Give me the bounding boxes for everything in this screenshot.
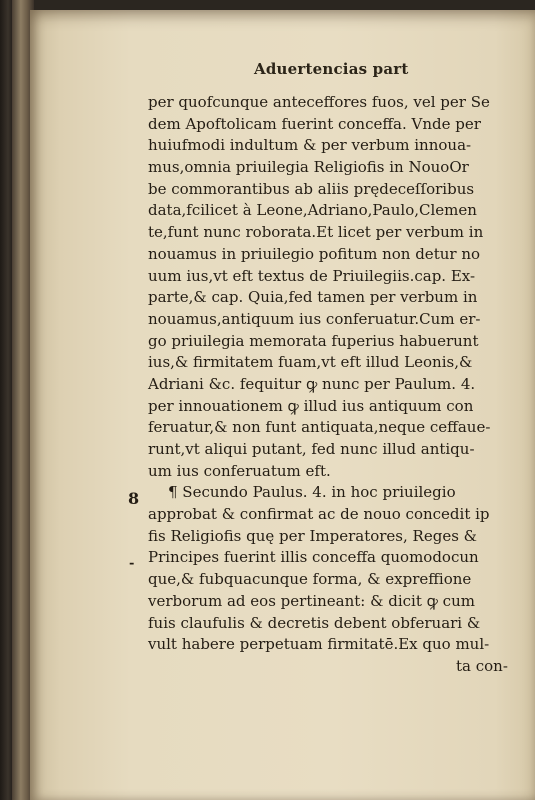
catchword-line: ta con- (456, 656, 508, 675)
text-line: go priuilegia memorata fuperius habuerunt (148, 331, 479, 350)
text-line: per innouationem ꝙ illud ius antiquum con (148, 396, 474, 415)
text-line: verborum ad eos pertineant: & dicit ꝙ cum (148, 591, 475, 610)
text-line: parte,& cap. Quia,fed tamen per verbum in (148, 288, 478, 307)
text-line: dem Apoftolicam fuerint conceffa. Vnde per (148, 114, 481, 133)
running-head: Aduertencias part (254, 60, 409, 78)
text-line: ius,& firmitatem fuam,vt eft illud Leonis,& (148, 353, 473, 372)
margin-note-number: 8 (128, 489, 140, 508)
text-line: uum ius,vt eft textus de Priuilegiis.cap. Ex- (148, 266, 476, 285)
body-text (148, 92, 522, 678)
paragraph-start-line: ¶ Secundo Paulus. 4. in hoc priuilegio (168, 483, 456, 502)
text-line: fis Religiofis quę per Imperatores, Reges & (148, 526, 478, 545)
text-line: vult habere perpetuam firmitatē.Ex quo mul- (148, 635, 490, 654)
text-line: mus,omnia priuilegia Religiofis in NouoOr (148, 158, 469, 177)
text-line: nouamus,antiquum ius conferuatur.Cum er- (148, 309, 481, 328)
text-line: be commorantibus ab aliis prędeceſſoribus (148, 179, 475, 198)
text-line: approbat & confirmat ac de nouo concedit ip (148, 505, 490, 524)
margin-note-mark: - (129, 556, 135, 571)
text-line: feruatur,& non funt antiquata,neque ceffaue- (148, 418, 491, 437)
text-line: um ius conferuatum eft. (148, 461, 331, 480)
text-line: huiufmodi indultum & per verbum innoua- (148, 136, 472, 155)
text-line: runt,vt aliqui putant, fed nunc illud antiqu- (148, 440, 475, 458)
text-line: te,funt nunc roborata.Et licet per verbum in (148, 223, 484, 242)
text-line: Principes fuerint illis conceffa quomodocun (148, 548, 479, 567)
text-line: Adriani &c. fequitur ꝙ nunc per Paulum. 4. (148, 374, 476, 393)
text-line: fuis claufulis & decretis debent obferuari & (148, 613, 481, 632)
text-line: nouamus in priuilegio pofitum non detur no (148, 244, 481, 263)
text-line: que,& fubquacunque forma, & expreffione (148, 570, 472, 589)
text-line: data,fcilicet à Leone,Adriano,Paulo,Clemen (148, 201, 477, 220)
text-line: per quofcunque anteceffores fuos, vel per Se (148, 93, 490, 111)
